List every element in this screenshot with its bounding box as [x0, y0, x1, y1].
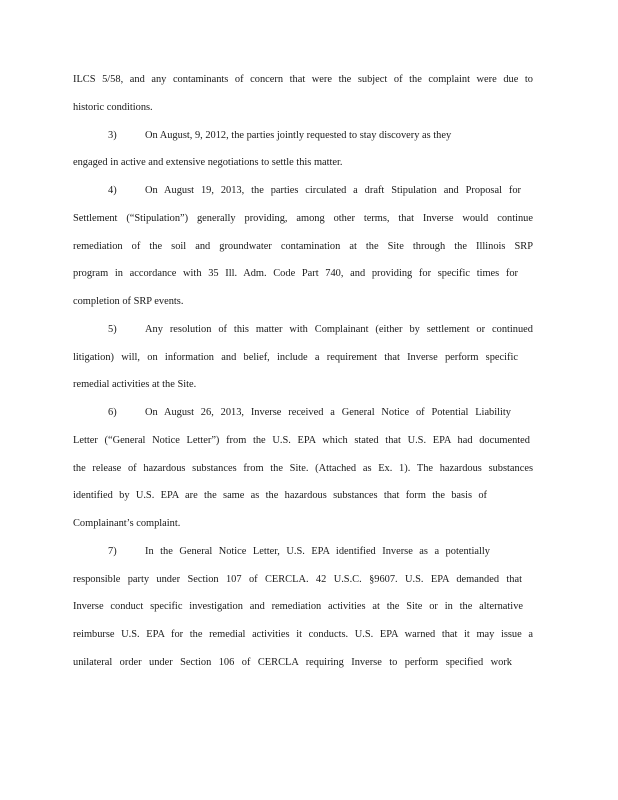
- text-line: the release of hazardous substances from the Site. (Attached as Ex. 1). The hazardous substances: [73, 463, 533, 474]
- paragraph-number: 6): [108, 407, 117, 418]
- text-line: responsible party under Section 107 of CERCLA. 42 U.S.C. §9607. U.S. EPA demanded that: [73, 574, 522, 585]
- text-line: ILCS 5/58, and any contaminants of concern that were the subject of the complaint were due to: [73, 74, 533, 85]
- paragraph-number: 4): [108, 185, 117, 196]
- text-line: Letter (“General Notice Letter”) from the U.S. EPA which stated that U.S. EPA had documented: [73, 435, 530, 446]
- text-line: remediation of the soil and groundwater contamination at the Site through the Illinois SRP: [73, 241, 533, 252]
- text-line: On August, 9, 2012, the parties jointly requested to stay discovery as they: [145, 130, 452, 141]
- text-line: Settlement (“Stipulation”) generally providing, among other terms, that Inverse would continue: [73, 213, 533, 224]
- text-line: unilateral order under Section 106 of CERCLA requiring Inverse to perform specified work: [73, 657, 512, 668]
- text-line: program in accordance with 35 Ill. Adm. Code Part 740, and providing for specific times for: [73, 268, 518, 279]
- text-line: litigation) will, on information and belief, include a requirement that Inverse perform specific: [73, 352, 518, 363]
- text-line: Inverse conduct specific investigation and remediation activities at the Site or in the alternative: [73, 601, 523, 612]
- text-line: remedial activities at the Site.: [73, 379, 197, 390]
- text-line: reimburse U.S. EPA for the remedial activities it conducts. U.S. EPA warned that it may issue a: [73, 629, 533, 640]
- paragraph-number: 5): [108, 324, 117, 335]
- text-line: In the General Notice Letter, U.S. EPA identified Inverse as a potentially: [145, 546, 490, 557]
- text-line: engaged in active and extensive negotiations to settle this matter.: [73, 157, 343, 168]
- text-line: On August 19, 2013, the parties circulated a draft Stipulation and Proposal for: [145, 185, 521, 196]
- paragraph-number: 7): [108, 546, 117, 557]
- text-line: On August 26, 2013, Inverse received a General Notice of Potential Liability: [145, 407, 511, 418]
- text-line: completion of SRP events.: [73, 296, 184, 307]
- text-line: Any resolution of this matter with Complainant (either by settlement or continued: [145, 324, 533, 335]
- text-line: identified by U.S. EPA are the same as the hazardous substances that form the basis of: [73, 490, 487, 501]
- paragraph-number: 3): [108, 130, 117, 141]
- text-line: Complainant’s complaint.: [73, 518, 181, 529]
- text-line: historic conditions.: [73, 102, 153, 113]
